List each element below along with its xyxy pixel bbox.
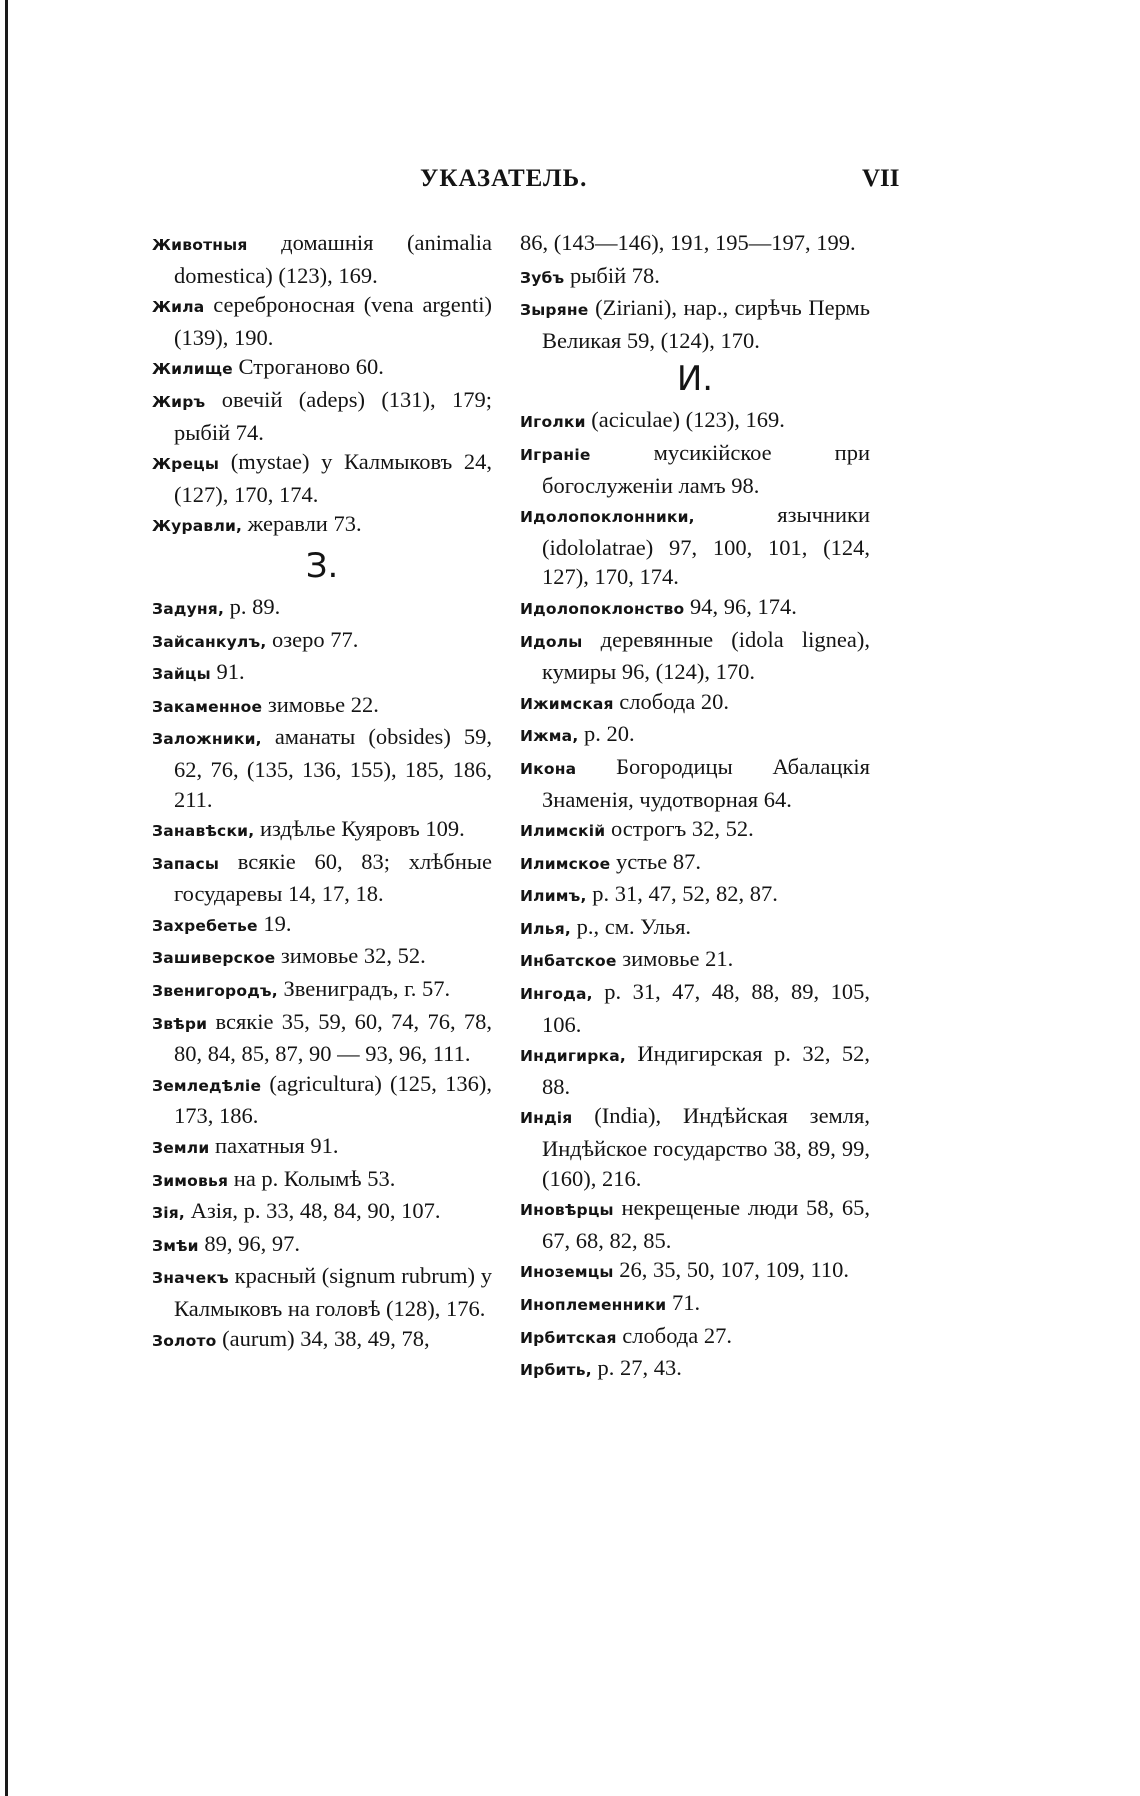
index-entry	[152, 290, 492, 352]
entry-text: Азія, р. 33, 48, 84, 90, 107.	[190, 1198, 441, 1224]
entry-text: зимовье 22.	[267, 691, 379, 717]
section-letter: З.	[305, 545, 339, 586]
entry-headword: Занавѣски,	[152, 822, 255, 841]
entry-text: мусикійское при богослуженіи ламъ 98.	[542, 439, 871, 498]
entry-text: издѣлье Куяровъ 109.	[259, 816, 465, 842]
index-entry	[520, 438, 870, 500]
entry-headword: Жила	[152, 298, 205, 317]
index-entry	[520, 1255, 870, 1288]
entry-text: Индигирская р. 32, 52, 88.	[542, 1041, 870, 1099]
entry-text: аманаты (obsides) 59, 62, 76, (135, 136, 155), 185, 186, 211.	[174, 724, 492, 812]
index-entry	[152, 625, 492, 658]
entry-text: (agricultura) (125, 136), 173, 186.	[174, 1070, 492, 1129]
entry-headword: Звѣри	[152, 1014, 208, 1033]
entry-headword: Ирбитская	[520, 1328, 617, 1347]
entry-text: рыбій 78.	[570, 262, 660, 288]
index-entry	[152, 814, 492, 847]
entry-headword: Животныя	[152, 236, 248, 254]
index-entry	[152, 1164, 492, 1197]
entry-text: р., см. Улья.	[576, 913, 692, 939]
entry-text: (mystae) у Калмыковъ 24, (127), 170, 174.	[174, 449, 493, 507]
entry-headword: Жилище	[152, 360, 233, 379]
entry-headword: Иновѣрцы	[520, 1201, 614, 1220]
entry-text: 26, 35, 50, 107, 109, 110.	[619, 1257, 850, 1283]
index-entry	[152, 722, 492, 814]
index-entry	[520, 592, 870, 625]
entry-text: острогъ 32, 52.	[610, 816, 754, 842]
entry-headword: Золото	[152, 1331, 217, 1350]
entry-text: слобода 20.	[619, 688, 729, 714]
index-entry	[520, 879, 870, 912]
entry-headword: Змѣи	[152, 1236, 199, 1255]
entry-text: красный (signum rubrum) у Калмыковъ на головѣ (128), 176.	[174, 1263, 492, 1321]
index-entry	[520, 944, 870, 977]
index-entry	[152, 352, 492, 385]
index-entry	[152, 847, 492, 909]
page-edge-line	[5, 0, 8, 1796]
index-entry	[520, 719, 870, 752]
entry-headword: Звенигородъ,	[152, 982, 278, 1001]
entry-headword: Иноплеменники	[520, 1296, 667, 1314]
entry-text: устье 87.	[615, 848, 702, 874]
entry-headword: Иголки	[520, 413, 586, 432]
entry-text: р. 89.	[229, 593, 281, 619]
index-entry	[152, 592, 492, 625]
entry-headword: Земледѣліе	[152, 1076, 262, 1095]
entry-text: язычники (idololatrae) 97, 100, 101, (124, 127), 170, 174.	[542, 502, 870, 590]
entry-text: деревянные (idola lignea), кумиры 96, (124), 170.	[542, 626, 870, 685]
index-entry	[152, 1069, 492, 1131]
entry-text: (India), Индѣйская земля, Индѣйское государство 38, 89, 99, (160), 216.	[542, 1103, 870, 1191]
index-entry	[520, 912, 870, 945]
index-entry	[152, 690, 492, 723]
index-entry	[520, 814, 870, 847]
index-entry	[152, 909, 492, 942]
entry-headword: Илья,	[520, 919, 571, 938]
index-entry	[152, 1324, 492, 1357]
index-entry	[152, 509, 492, 542]
entry-headword: Идолопоклонники,	[520, 508, 695, 527]
entry-text: пахатныя 91.	[215, 1133, 339, 1159]
entry-text: Строганово 60.	[238, 354, 384, 380]
index-entry	[152, 1229, 492, 1262]
entry-headword: Илимское	[520, 854, 611, 873]
entry-headword: Индигирка,	[520, 1047, 626, 1066]
entry-text: овечій (adeps) (131), 179; рыбій 74.	[174, 386, 492, 445]
entry-headword: Зайсанкулъ,	[152, 632, 267, 651]
entry-headword: Зашиверское	[152, 949, 276, 968]
index-entry	[520, 1353, 870, 1386]
entry-text: озеро 77.	[272, 626, 359, 652]
entry-text: 94, 96, 174.	[689, 593, 797, 619]
entry-text: жеравли 73.	[247, 511, 362, 537]
entry-headword: Индія	[520, 1109, 573, 1128]
entry-text: 89, 96, 97.	[204, 1230, 300, 1256]
running-header-title: УКАЗАТЕЛЬ.	[420, 165, 588, 192]
entry-headword: Идолопоклонство	[520, 599, 685, 618]
index-entry	[520, 1101, 870, 1193]
index-entry	[152, 1007, 492, 1069]
index-entry	[152, 228, 492, 290]
entry-headword: Журавли,	[152, 517, 243, 536]
entry-text: 86, (143—146), 191, 195—197, 199.	[520, 230, 856, 255]
index-entry	[520, 977, 870, 1039]
entry-headword: Ижма,	[520, 727, 579, 746]
entry-headword: Зайцы	[152, 665, 211, 684]
entry-text: домашнія (animalia domestica) (123), 169.	[174, 230, 493, 288]
index-column-left	[152, 228, 492, 1356]
entry-headword: Ирбить,	[520, 1361, 592, 1380]
index-entry	[152, 385, 492, 447]
index-entry	[520, 687, 870, 720]
entry-text: Звениградъ, г. 57.	[283, 976, 451, 1002]
entry-text: на р. Колымѣ 53.	[233, 1165, 396, 1191]
entry-headword: Играніе	[520, 445, 591, 464]
entry-headword: Зія,	[152, 1204, 185, 1223]
entry-headword: Заложники,	[152, 730, 262, 749]
index-entry	[152, 1131, 492, 1164]
entry-text: р. 27, 43.	[597, 1355, 682, 1381]
index-entry	[152, 657, 492, 690]
entry-headword: Идолы	[520, 632, 583, 651]
section-letter: И.	[676, 359, 714, 400]
entry-headword: Задуня,	[152, 599, 225, 618]
entry-text: Богородицы Абалацкія Знаменія, чудотворная 64.	[542, 753, 870, 812]
index-column-right	[520, 228, 870, 1386]
entry-headword: Жрецы	[152, 455, 220, 474]
entry-headword: Зыряне	[520, 301, 589, 320]
index-entry	[152, 1196, 492, 1229]
index-entry	[520, 1288, 870, 1321]
index-entry	[520, 847, 870, 880]
entry-text: слобода 27.	[622, 1322, 732, 1348]
entry-text: всякіе 60, 83; хлѣбные государевы 14, 17, 18.	[174, 848, 492, 907]
entry-headword: Икона	[520, 759, 577, 778]
entry-headword: Значекъ	[152, 1269, 229, 1288]
entry-headword: Земли	[152, 1139, 210, 1158]
entry-headword: Ижимская	[520, 694, 614, 713]
entry-text: 71.	[671, 1290, 701, 1315]
entry-headword: Илимскій	[520, 822, 606, 841]
entry-headword: Захребетье	[152, 916, 258, 935]
entry-text: (aciculae) (123), 169.	[591, 407, 785, 433]
entry-text: 19.	[263, 910, 292, 936]
entry-text: сереброносная (vena argenti) (139), 190.	[174, 292, 493, 350]
index-entry	[520, 293, 870, 355]
index-entry	[520, 752, 870, 814]
entry-text: р. 31, 47, 52, 82, 87.	[592, 881, 778, 907]
entry-headword: Жиръ	[152, 392, 206, 411]
entry-headword: Ингода,	[520, 985, 593, 1004]
index-entry	[520, 228, 870, 261]
index-entry	[520, 261, 870, 294]
index-entry	[152, 447, 492, 509]
entry-headword: Зубъ	[520, 268, 565, 287]
index-entry	[520, 405, 870, 438]
entry-text: некрещеные люди 58, 65, 67, 68, 82, 85.	[542, 1195, 871, 1253]
entry-headword: Иноземцы	[520, 1263, 614, 1282]
entry-headword: Запасы	[152, 854, 220, 873]
index-entry	[520, 500, 870, 592]
entry-text: зимовье 32, 52.	[280, 943, 426, 969]
index-entry	[152, 1261, 492, 1323]
page-number: VII	[862, 165, 900, 192]
entry-headword: Зимовья	[152, 1171, 229, 1190]
entry-headword: Инбатское	[520, 952, 617, 971]
entry-text: зимовье 21.	[622, 946, 734, 972]
index-entry	[520, 625, 870, 687]
entry-text: (Ziriani), нар., сирѣчь Пермь Великая 59, (124), 170.	[542, 295, 870, 353]
entry-text: всякіе 35, 59, 60, 74, 76, 78, 80, 84, 85, 87, 90 — 93, 96, 111.	[174, 1008, 492, 1067]
entry-headword: Закаменное	[152, 697, 263, 716]
entry-text: 91.	[216, 659, 245, 685]
index-entry	[152, 974, 492, 1007]
index-entry	[152, 941, 492, 974]
entry-headword: Илимъ,	[520, 887, 587, 906]
index-entry	[520, 1039, 870, 1101]
index-entry	[520, 1193, 870, 1255]
index-entry	[520, 1321, 870, 1354]
entry-text: р. 31, 47, 48, 88, 89, 105, 106.	[542, 979, 871, 1037]
entry-text: р. 20.	[584, 721, 635, 747]
entry-text: (aurum) 34, 38, 49, 78,	[222, 1325, 430, 1351]
